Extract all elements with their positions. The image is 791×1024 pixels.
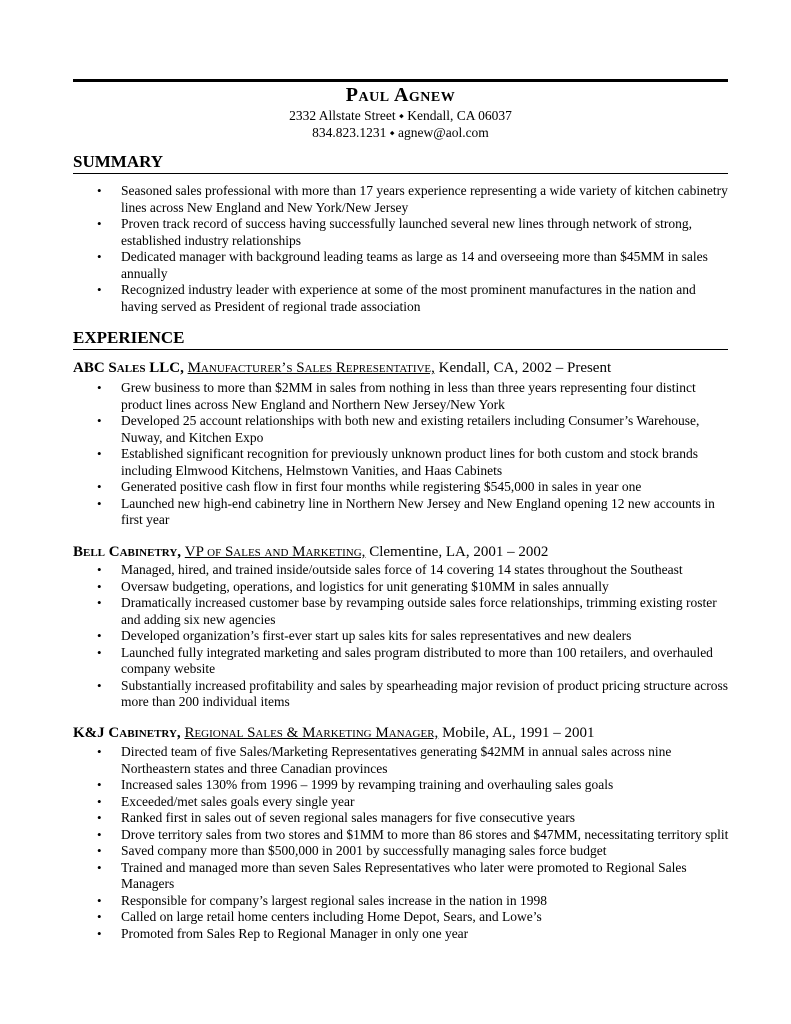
summary-item: • Seasoned sales professional with more than 17 years experience representing a wide variety of kitchen cabinetry lines across New England and New York/New Jersey: [96, 183, 731, 216]
address-line: 2332 Allstate Street ⬩ Kendall, CA 06037: [289, 108, 512, 123]
company-name: ABC Sales LLC,: [73, 360, 184, 376]
job-role: Regional Sales & Marketing Manager,: [184, 725, 439, 741]
job-bullet: • Launched new high-end cabinetry line in Northern New Jersey and New England opening 12 new accounts in first year: [96, 496, 731, 529]
job-bullet: • Substantially increased profitability and sales by spearheading major revision of product pricing structure across more than 200 individual items: [96, 678, 731, 711]
job-bullets-bell-cabinetry: [96, 562, 731, 711]
job-details: Clementine, LA, 2001 – 2002: [369, 544, 549, 560]
job-bullet: • Trained and managed more than seven Sales Representatives who later were promoted to Regional Sales Managers: [96, 860, 731, 893]
job-heading-bell-cabinetry: [73, 543, 728, 561]
job-heading-abc-sales: [73, 359, 728, 377]
job-bullet: • Developed organization’s first-ever start up sales kits for sales representatives and new dealers: [96, 628, 731, 645]
job-bullet: • Drove territory sales from two stores and $1MM to more than 86 stores and $47MM, necessitating territory split: [96, 827, 731, 844]
job-bullet: • Grew business to more than $2MM in sales from nothing in less than three years representing four distinct product lines across New England and Northern New Jersey/New York: [96, 380, 731, 413]
contact-line: 834.823.1231 ⬩ agnew@aol.com: [312, 125, 489, 140]
job-bullet: • Dramatically increased customer base by revamping outside sales force relationships, trimming existing roster and adding six new agencies: [96, 595, 731, 628]
job-bullet: • Generated positive cash flow in first four months while registering $545,000 in sales in year one: [96, 479, 731, 496]
job-role: VP of Sales and Marketing,: [184, 544, 366, 560]
job-bullet: • Exceeded/met sales goals every single year: [96, 794, 731, 811]
summary-item: • Dedicated manager with background leading teams as large as 14 and overseeing more than $45MM in sales annually: [96, 249, 731, 282]
job-bullet: • Managed, hired, and trained inside/outside sales force of 14 covering 14 states throughout the Southeast: [96, 562, 731, 579]
job-bullet: • Launched fully integrated marketing and sales program distributed to more than 100 retailers, and overhauled company website: [96, 645, 731, 678]
candidate-name: Paul Agnew: [345, 84, 456, 106]
job-bullet: • Directed team of five Sales/Marketing Representatives generating $42MM in annual sales across nine Northeastern states and three Canadian provinces: [96, 744, 731, 777]
top-rule: [73, 79, 728, 82]
summary-list: [96, 183, 731, 315]
job-bullet: • Ranked first in sales out of seven regional sales managers for five consecutive years: [96, 810, 731, 827]
job-bullet: • Saved company more than $500,000 in 2001 by successfully managing sales force budget: [96, 843, 731, 860]
job-bullets-abc-sales: [96, 380, 731, 529]
job-bullet: • Established significant recognition for previously unknown product lines for both custom and stock brands including Elmwood Kitchens, Helmstown Vanities, and Haas Cabinets: [96, 446, 731, 479]
job-bullet: • Increased sales 130% from 1996 – 1999 by revamping training and overhauling sales goals: [96, 777, 731, 794]
summary-item: • Proven track record of success having successfully launched several new lines through network of strong, established industry relationships: [96, 216, 731, 249]
company-name: K&J Cabinetry,: [73, 725, 181, 741]
job-heading-kj-cabinetry: [73, 724, 728, 742]
job-role: Manufacturer’s Sales Representative,: [187, 360, 435, 376]
experience-heading: EXPERIENCE: [73, 328, 728, 350]
company-name: Bell Cabinetry,: [73, 544, 182, 560]
job-bullet: • Responsible for company’s largest regional sales increase in the nation in 1998: [96, 893, 731, 910]
job-details: Kendall, CA, 2002 – Present: [438, 360, 612, 376]
resume-header: [73, 83, 728, 141]
job-bullet: • Oversaw budgeting, operations, and logistics for unit generating $10MM in sales annually: [96, 579, 731, 596]
summary-item: • Recognized industry leader with experience at some of the most prominent manufactures in the nation and having served as President of regional trade association: [96, 282, 731, 315]
job-details: Mobile, AL, 1991 – 2001: [442, 725, 595, 741]
summary-heading: SUMMARY: [73, 152, 728, 174]
job-bullet: • Called on large retail home centers including Home Depot, Sears, and Lowe’s: [96, 909, 731, 926]
job-bullet: • Promoted from Sales Rep to Regional Manager in only one year: [96, 926, 731, 943]
job-bullet: • Developed 25 account relationships with both new and existing retailers including Consumer’s Warehouse, Nuway, and Kitchen Expo: [96, 413, 731, 446]
job-bullets-kj-cabinetry: [96, 744, 731, 942]
